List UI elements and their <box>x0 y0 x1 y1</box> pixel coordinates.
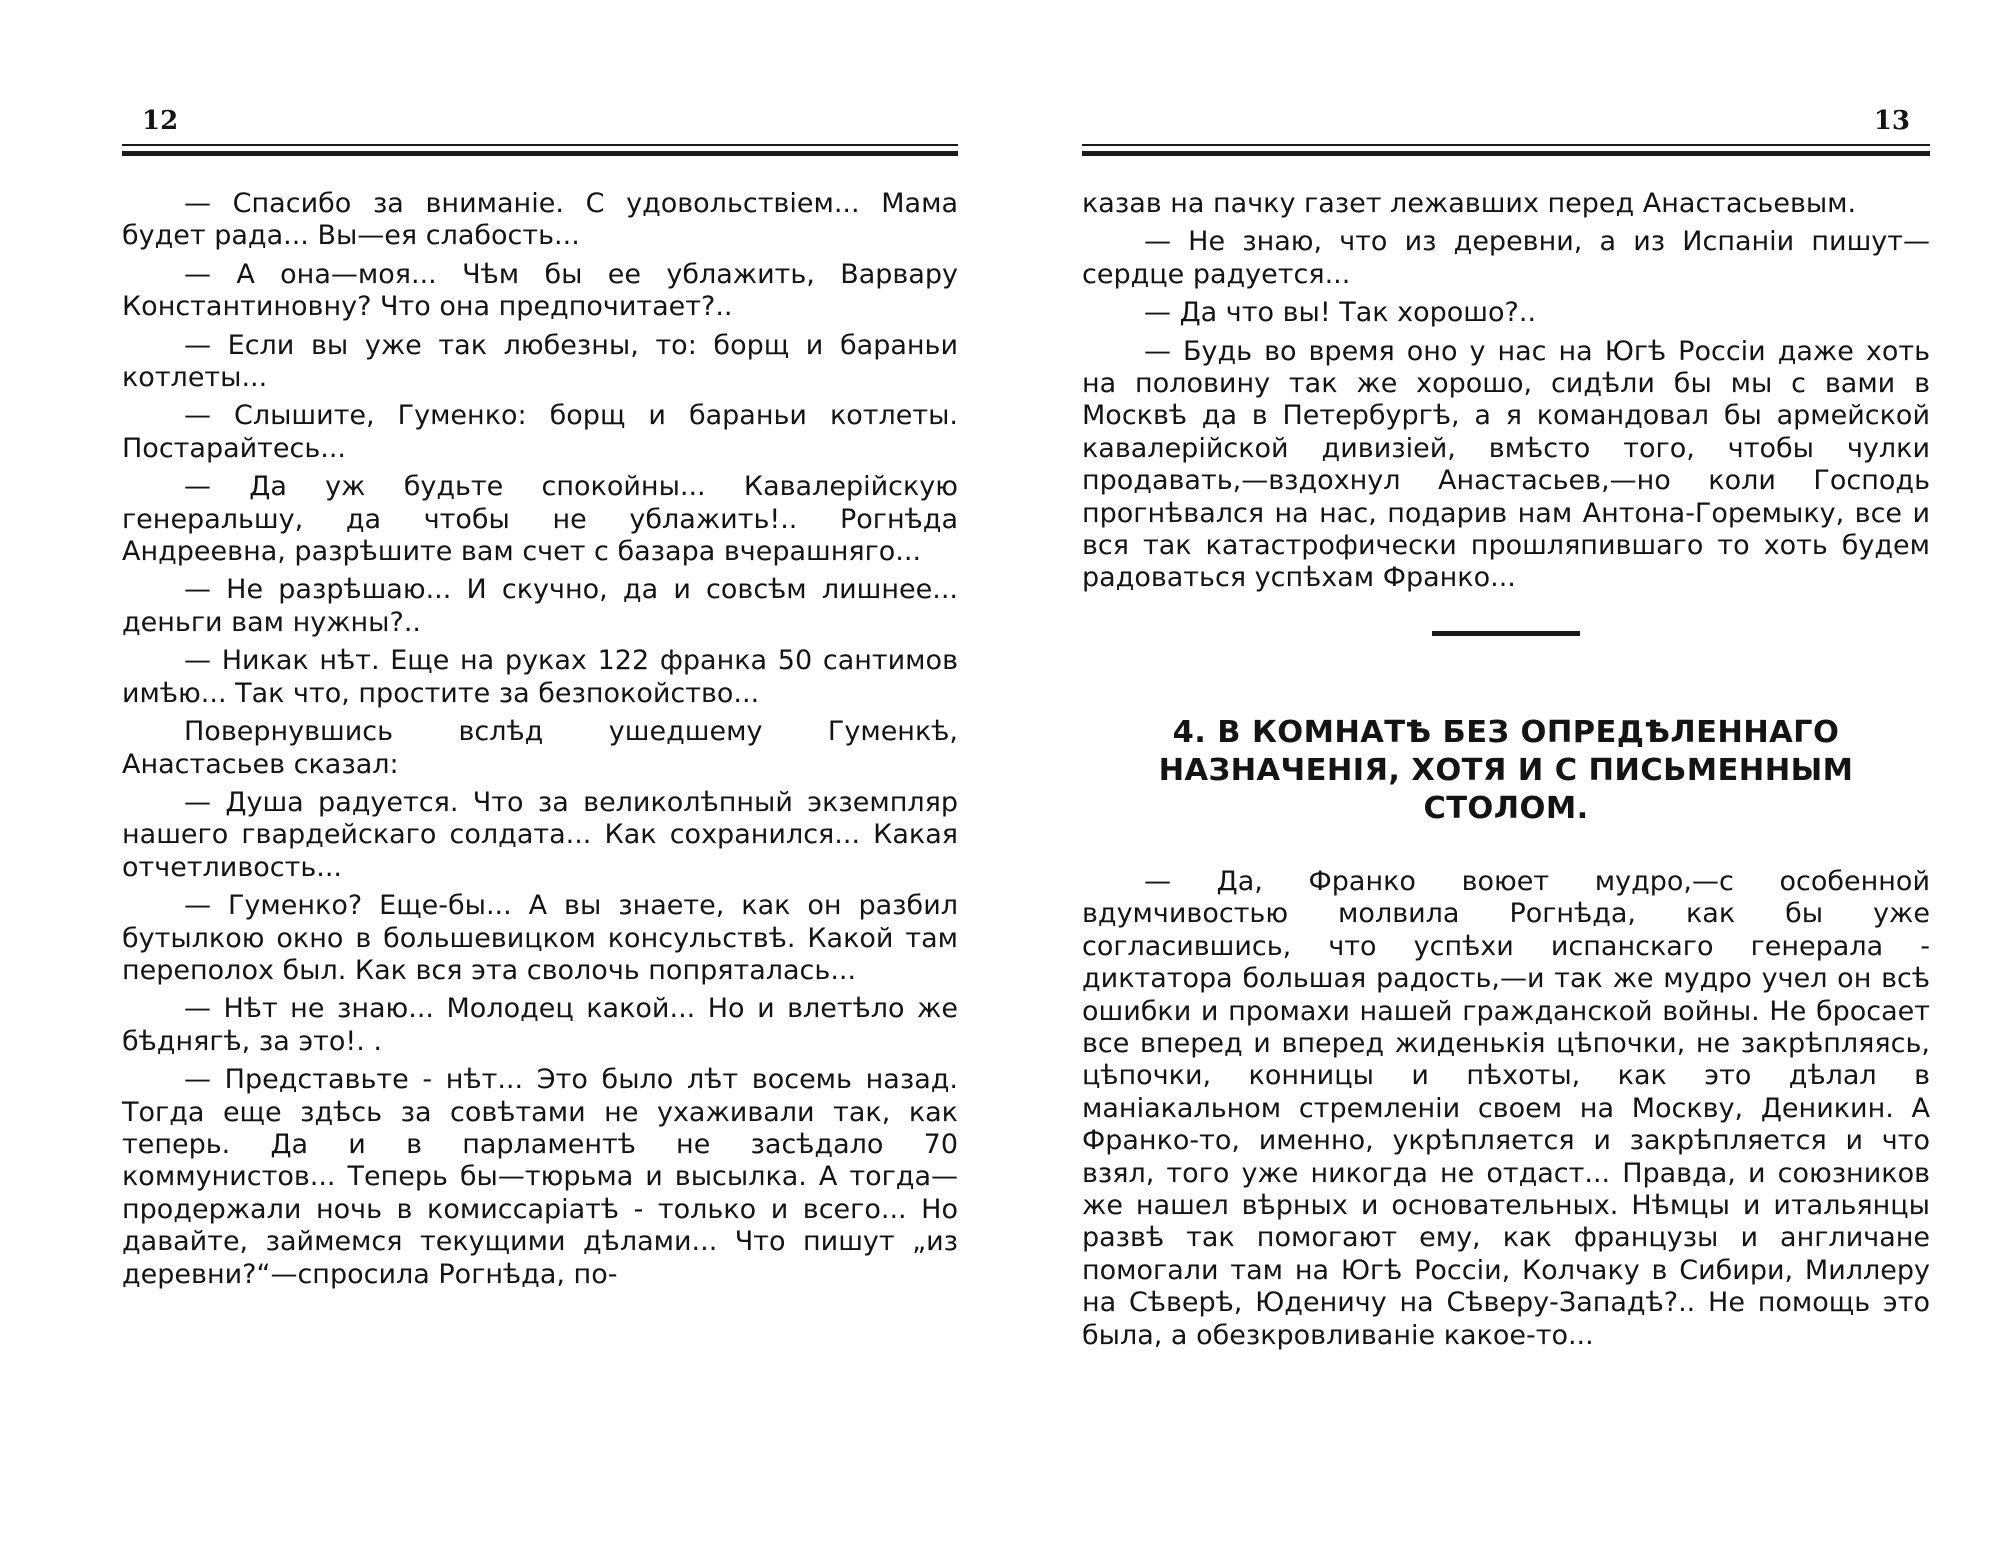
page-number: 12 <box>142 106 179 136</box>
chapter-title: 4. В КОМНАТѢ БЕЗ ОПРЕДѢЛЕННАГО НАЗНАЧЕНІЯ, ХОТЯ И С ПИСЬМЕННЫМ СТОЛОМ. <box>1158 714 1854 826</box>
paragraph: — Душа радуется. Что за великолѣпный экземпляр нашего гвардейскаго солдата... Как сохранился... Какая отчетливость... <box>122 786 958 883</box>
paragraph: — А она—моя... Чѣм бы ее ублажить, Варвару Константиновну? Что она предпочитает?.. <box>122 258 958 323</box>
header-rule-thick <box>122 151 958 156</box>
paragraph: — Да что вы! Так хорошо?.. <box>1144 297 1537 329</box>
paragraph: — Да уж будьте спокойны... Кавалерійскую генеральшу, да чтобы не ублажить!.. Рогнѣда Андреевна, разрѣшите вам счет с базара вчерашняго... <box>122 471 958 568</box>
paragraph: — Будь во время оно у нас на Югѣ Россіи даже хоть на половину так же хорошо, сидѣли бы мы с вами в Москвѣ да в Петербургѣ, а я командовал бы армейской кавалерійской дивизіей, вмѣсто того, чтобы чулки продавать,—вздохнул Анастасьев,—но коли Господь прогнѣвался на нас, подарив нам Антона-Горемыку, все и вся так катастрофически прошляпившаго то хоть будем радоваться успѣхам Франко... <box>1082 335 1930 594</box>
header-rule-thin <box>122 144 958 146</box>
paragraph: — Слышите, Гуменко: борщ и бараньи котлеты. Постарайтесь... <box>122 400 958 464</box>
paragraph: — Если вы уже так любезны, то: борщ и бараньи котлеты... <box>122 329 958 394</box>
paragraph: — Не знаю, что из деревни, а из Испаніи пишут—сердце радуется... <box>1082 226 1930 290</box>
right-page-header <box>1082 106 1930 166</box>
left-page-body <box>122 188 958 1297</box>
paragraph: — Никак нѣт. Еще на руках 122 франка 50 сантимов имѣю... Так что, простите за безпокойство... <box>122 645 958 709</box>
section-divider <box>1432 631 1580 636</box>
paragraph: — Не разрѣшаю... И скучно, да и совсѣм лишнее... деньги вам нужны?.. <box>122 574 958 638</box>
paragraph: — Нѣт не знаю... Молодец какой... Но и влетѣло же бѣднягѣ, за это!. . <box>122 993 958 1057</box>
paragraph: — Спасибо за вниманіе. С удовольствіем... Мама будет рада... Вы—ея слабость... <box>122 188 958 252</box>
left-page-header <box>122 106 958 166</box>
right-page-body <box>1082 188 1930 1358</box>
page-number: 13 <box>1873 106 1910 136</box>
header-rule-thick <box>1082 151 1930 156</box>
paragraph: Повернувшись вслѣд ушедшему Гуменкѣ, Анастасьев сказал: <box>122 716 958 780</box>
header-rule-thin <box>1082 144 1930 146</box>
paragraph: казав на пачку газет лежавших перед Анастасьевым. <box>1082 188 1857 219</box>
paragraph: — Гуменко? Еще-бы... А вы знаете, как он разбил бутылкою окно в большевицком консульствѣ. Какой там переполох был. Как вся эта сволочь попряталась... <box>122 890 958 986</box>
paragraph: — Да, Франко воюет мудро,—с особенной вдумчивостью молвила Рогнѣда, как бы уже согласившись, что успѣхи испанскаго генерала - диктатора большая радость,—и так же мудро учел он всѣ ошибки и промахи нашей гражданской войны. Не бросает все вперед и вперед жиденькія цѣпочки, не закрѣпляясь, цѣпочки, конницы и пѣхоты, как это дѣлал в маніакальном стремленіи своем на Москву, Деникин. А Франко-то, именно, укрѣпляется и закрѣпляется и что взял, того уже никогда не отдаст... Правда, и союзников же нашел вѣрных и основательных. Нѣмцы и итальянцы развѣ так помогают ему, как французы и англичане помогали там на Югѣ Россіи, Колчаку в Сибири, Миллеру на Сѣверѣ, Юденичу на Сѣверу-Западѣ?.. Не помощь это была, а обезкровливаніе какое-то... <box>1082 865 1930 1351</box>
paragraph: — Представьте - нѣт... Это было лѣт восемь назад. Тогда еще здѣсь за совѣтами не ухаживали так, как теперь. Да и в парламентѣ не засѣдало 70 коммунистов... Теперь бы—тюрьма и высылка. А тогда—продержали ночь в комиссаріатѣ - только и всего... Но давайте, займемся текущими дѣлами... Что пишут „из деревни?“—спросила Рогнѣда, по- <box>122 1064 958 1290</box>
